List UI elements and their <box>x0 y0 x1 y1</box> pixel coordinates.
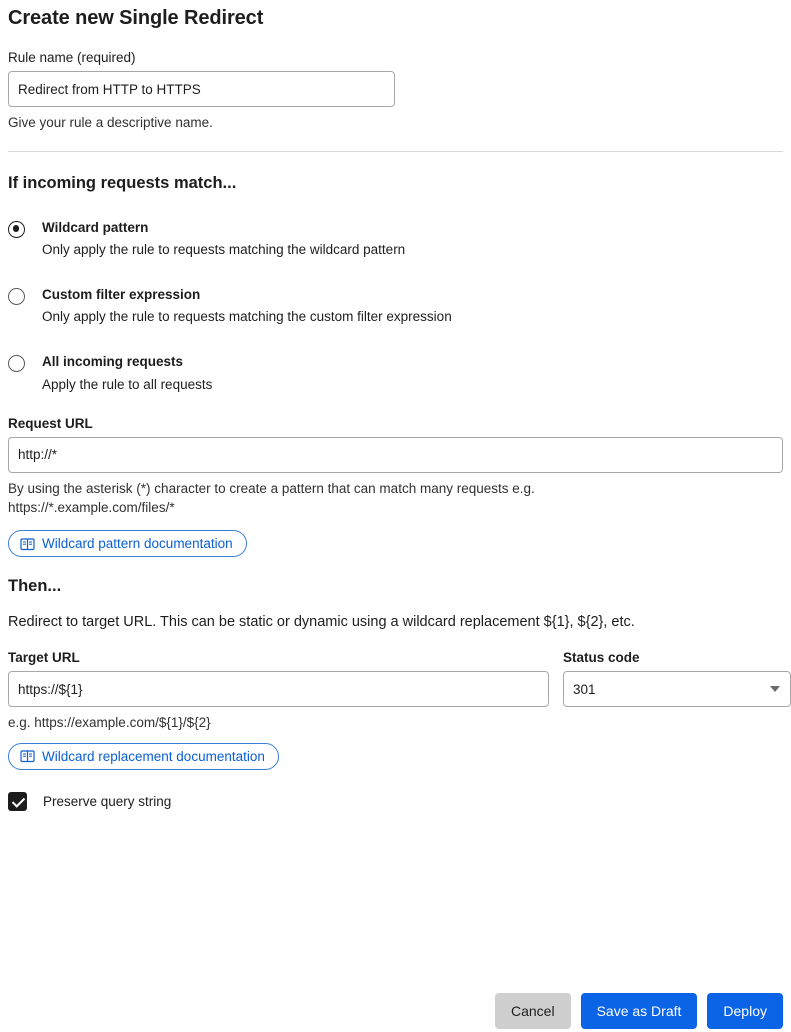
radio-icon-all-incoming-requests[interactable] <box>8 355 25 372</box>
radio-option-wildcard-pattern[interactable] <box>8 219 783 259</box>
then-section-title: Then... <box>8 577 62 595</box>
status-code-select[interactable] <box>563 671 791 707</box>
rule-name-input[interactable] <box>8 71 395 107</box>
deploy-button[interactable]: Deploy <box>707 993 783 1029</box>
radio-option-custom-filter-expression[interactable] <box>8 286 783 326</box>
match-options-group <box>8 219 783 394</box>
radio-desc-wildcard-pattern: Only apply the rule to requests matching the wildcard pattern <box>42 241 406 257</box>
match-section-title: If incoming requests match... <box>8 173 237 192</box>
wildcard-replacement-documentation-label: Wildcard replacement documentation <box>42 748 265 764</box>
cancel-button[interactable]: Cancel <box>495 993 571 1029</box>
wildcard-pattern-documentation-label: Wildcard pattern documentation <box>42 536 233 551</box>
radio-label-custom-filter-expression: Custom filter expression <box>42 287 201 302</box>
radio-icon-wildcard-pattern[interactable] <box>8 221 25 238</box>
wildcard-replacement-documentation-link[interactable] <box>8 743 279 770</box>
form-actions <box>495 993 783 1029</box>
radio-icon-custom-filter-expression[interactable] <box>8 288 25 305</box>
section-divider <box>8 151 783 152</box>
target-url-input[interactable] <box>8 671 549 707</box>
status-code-label: Status code <box>563 650 640 665</box>
target-url-help: e.g. https://example.com/${1}/${2} <box>8 715 211 730</box>
book-icon <box>20 749 35 763</box>
request-url-label: Request URL <box>8 415 93 431</box>
rule-name-help: Give your rule a descriptive name. <box>8 115 213 130</box>
checkbox-preserve-query-string[interactable] <box>8 792 27 811</box>
request-url-input[interactable] <box>8 437 783 473</box>
then-section-description: Redirect to target URL. This can be static or dynamic using a wildcard replacement ${1}, ${2}, etc. <box>8 614 635 630</box>
radio-option-all-incoming-requests[interactable] <box>8 353 783 393</box>
radio-desc-custom-filter-expression: Only apply the rule to requests matching the custom filter expression <box>42 309 452 325</box>
preserve-query-string-row[interactable] <box>8 792 783 811</box>
page-title: Create new Single Redirect <box>8 7 264 29</box>
radio-desc-all-incoming-requests: Apply the rule to all requests <box>42 376 213 392</box>
single-redirect-form <box>0 7 791 1032</box>
radio-label-wildcard-pattern: Wildcard pattern <box>42 219 149 235</box>
preserve-query-string-label: Preserve query string <box>43 793 172 809</box>
target-url-label: Target URL <box>8 650 80 665</box>
radio-label-all-incoming-requests: All incoming requests <box>42 354 184 370</box>
save-as-draft-button[interactable]: Save as Draft <box>581 993 698 1029</box>
rule-name-label: Rule name (required) <box>8 50 136 65</box>
book-icon <box>20 537 35 551</box>
request-url-help: By using the asterisk (*) character to create a pattern that can match many requests e.g. https://*.example.com/files/* <box>8 480 535 516</box>
wildcard-pattern-documentation-link[interactable] <box>8 530 247 557</box>
